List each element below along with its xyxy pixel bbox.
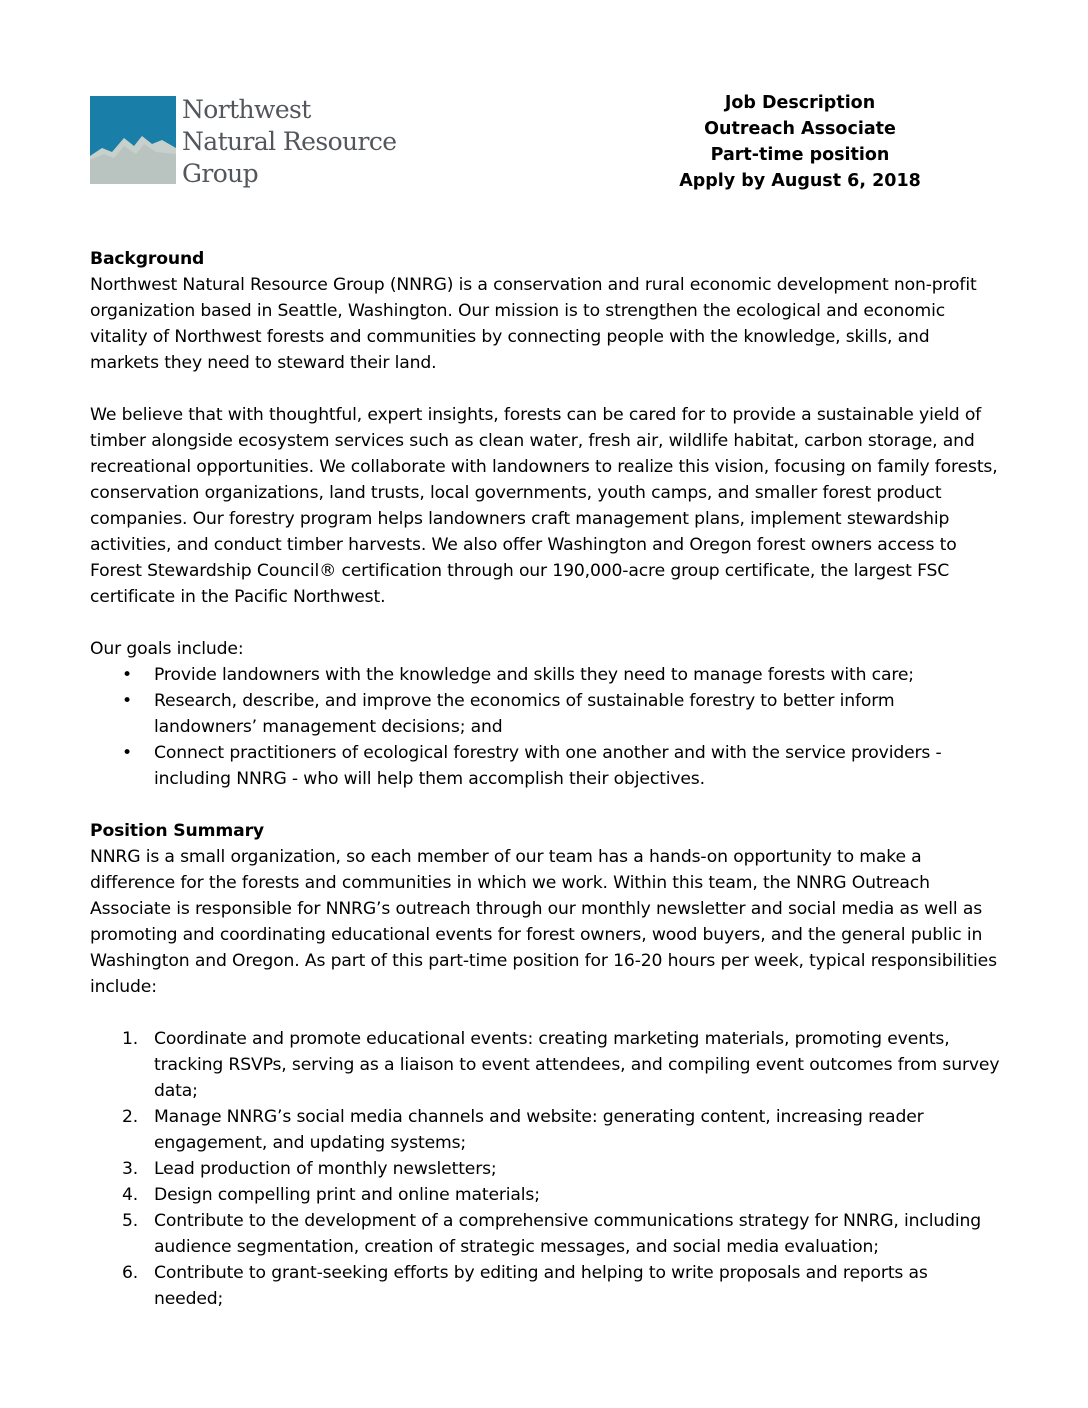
bullet-icon: • [122, 665, 132, 685]
list-item: • Connect practitioners of ecological forestry with one another and with the service providers - including NNRG - who will help them accomplish their objectives. [90, 740, 1002, 792]
list-item: 5. Contribute to the development of a comprehensive communications strategy for NNRG, including audience segmentation, creation of strategic messages, and social media evaluation; [122, 1211, 981, 1257]
background-paragraph-2: We believe that with thoughtful, expert insights, forests can be cared for to provide a sustainable yield of timber alongside ecosystem services such as clean water, fresh air, wildlife habitat, carbon storage, and recreational opportunities. We collaborate with landowners to realize this vision, focusing on family forests, conservation organizations, land trusts, local governments, youth camps, and smaller forest product companies. Our forestry program helps landowners craft management plans, implement stewardship activities, and conduct timber harvests. We also offer Washington and Oregon forest owners access to Forest Stewardship Council® certification through our 190,000-acre group certificate, the largest FSC certificate in the Pacific Northwest. [90, 405, 998, 607]
list-item: 2. Manage NNRG’s social media channels and website: generating content, increasing reader engagement, and updating systems; [122, 1107, 924, 1153]
list-item: • Provide landowners with the knowledge and skills they need to manage forests with care; [90, 662, 1002, 688]
position-summary-paragraph: NNRG is a small organization, so each member of our team has a hands-on opportunity to make a difference for the forests and communities in which we work. Within this team, the NNRG Outreach Associate is responsible for NNRG’s outreach through our monthly newsletter and social media as well as promoting and coordinating educational events for forest owners, wood buyers, and the general public in Washington and Oregon. As part of this part-time position for 16-20 hours per week, typical responsibilities include: [90, 847, 997, 997]
job-title: Outreach Associate [704, 119, 896, 139]
responsibilities-list [90, 1026, 1002, 1312]
list-item: 3. Lead production of monthly newsletters; [122, 1159, 497, 1179]
logo-line-2: Natural Resource [182, 127, 397, 156]
logo-wordmark [182, 94, 396, 190]
mountain-logo-icon [90, 96, 176, 184]
list-item: 4. Design compelling print and online materials; [122, 1185, 540, 1205]
document-body [90, 246, 1002, 1312]
bullet-icon: • [122, 691, 132, 711]
position-type: Part-time position [710, 145, 890, 165]
goals-intro: Our goals include: [90, 639, 244, 659]
nnrg-logo [90, 96, 400, 188]
list-item: 6. Contribute to grant-seeking efforts by editing and helping to write proposals and reports as needed; [122, 1263, 928, 1309]
background-heading: Background [90, 249, 205, 269]
logo-line-3: Group [182, 159, 259, 188]
logo-line-1: Northwest [182, 95, 311, 124]
apply-deadline: Apply by August 6, 2018 [679, 171, 921, 191]
job-description-label: Job Description [724, 93, 876, 113]
position-summary-heading: Position Summary [90, 821, 264, 841]
background-paragraph-1: Northwest Natural Resource Group (NNRG) is a conservation and rural economic development non-profit organization based in Seattle, Washington. Our mission is to strengthen the ecological and economic vitality of Northwest forests and communities by connecting people with the knowledge, skills, and markets they need to steward their land. [90, 275, 977, 373]
bullet-icon: • [122, 743, 132, 763]
list-item: • Research, describe, and improve the economics of sustainable forestry to better inform landowners’ management decisions; and [90, 688, 1002, 740]
list-item: 1. Coordinate and promote educational events: creating marketing materials, promoting events, tracking RSVPs, serving as a liaison to event attendees, and compiling event outcomes from survey data; [122, 1029, 1000, 1101]
goals-list [90, 662, 1002, 792]
job-heading [660, 90, 940, 194]
